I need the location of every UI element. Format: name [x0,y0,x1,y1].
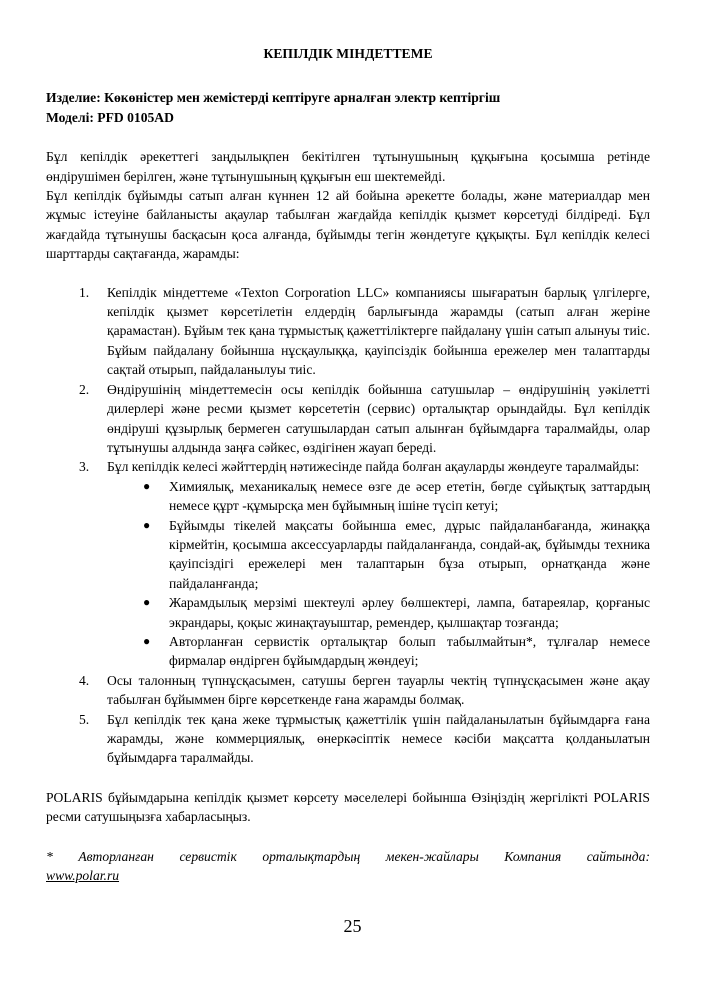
term-item [46,671,650,710]
term-number: 2. [79,381,90,397]
term-number: 4. [79,672,90,688]
product-line: Изделие: Көкөністер мен жемістерді кептіруге арналған электр кептіргіш [46,90,501,106]
term-item [46,283,650,380]
exclusion-text: Жарамдылық мерзімі шектеулі әрлеу бөлшектері, лампа, батареялар, қорғаныс экрандары, қоқыс жинақтауыштар, ремендер, қылшақтар тозғанда; [169,595,650,630]
document-title: КЕПІЛДІК МІНДЕТТЕМЕ [263,46,433,61]
term-item [46,457,650,670]
footnote: * Авторланған сервистік орталықтардың мекен-жайлары Компания сайтында: [46,848,650,864]
website-link[interactable]: www.polar.ru [46,868,120,884]
intro-paragraph: Бұл кепілдік әрекеттегі заңдылықпен бекітілген тұтынушының құқығына қосымша ретінде өндірушімен берілген, және тұтынушының құқығын еш шектемейді. [46,149,650,184]
term-text: Бұл кепілдік тек қана жеке тұрмыстық қажеттілік үшін пайдаланылатын бұйымдарға ғана жарамды, және коммерциялық, өнеркәсіптік немесе кәсіби мақсатта қолданылатын бұйымдарға таралмайды. [107,711,650,766]
page-number: 25 [343,916,362,936]
term-number: 5. [79,711,90,727]
exclusions-list [107,477,650,671]
term-text: Өндірушінің міндеттемесін осы кепілдік бойынша сатушылар – өндірушінің уәкілетті дилерлері және ресми қызмет көрсететін (сервис) орталықтар орындайды. Бұл кепілдік өндіруші құзырлық бермеген сатушылардан сатып алынған бұйымдарға таралмайды, олар тұтынушы алдында заңға сәйкес, өздігінен жауап береді. [107,381,650,455]
contact-section [46,788,650,827]
bullet-icon: ● [143,517,151,532]
intro-section [46,147,650,263]
exclusion-text: Авторланған сервистік орталықтар болып табылмайтын*, тұлғалар немесе фирмалар өндірген бұйымдардың жөндеуі; [169,633,650,669]
bullet-icon: ● [143,595,151,610]
term-text: Кепілдік міндеттеме «Texton Corporation LLC» компаниясы шығаратын барлық үлгілерге, кепілдік қызмет көрсетілетін елдердің барлығында жарамды (сатып алған жеріне қарамастан). Бұйым тек қана тұрмыстық қажеттіліктерге пайдалану үшін сатып алынуы тиіс. Бұйым пайдалану бойынша нұсқаулыққа, қауіпсіздік бойынша ережелер мен талаптарды сақтай отырып, пайдаланылуы тиіс. [107,284,650,378]
term-number: 1. [79,284,90,300]
bullet-icon: ● [143,478,151,493]
exclusion-text: Бұйымды тікелей мақсаты бойынша емес, дұрыс пайдаланбағанда, жинаққа кірмейтін, қосымша аксессуарларды пайдаланғанда, сондай-ақ, бұйымды техника қауіпсіздігі ережелері мен талаптарын бұза отырып, орнатқанда және пайдаланғанда; [169,517,650,591]
term-text: Бұл кепілдік келесі жәйттердің нәтижесінде пайда болған ақауларды жөндеуге таралмайды: [107,459,640,475]
exclusion-item [107,516,650,594]
term-number: 3. [79,459,90,475]
term-text: Осы талонның түпнұсқасымен, сатушы берген тауарлы чектің түпнұсқасымен және ақау табылған бұйыммен бірге көрсеткенде ғана жарамды болмақ. [107,672,650,708]
intro-paragraph: Бұл кепілдік бұйымды сатып алған күннен 12 ай бойына әрекетте болады, және материалдар мен жұмыс істеуіне байланысты ақаулар табылған жағдайда кепілдік қызмет көрсетуді білдіреді. Бұл жағдайда тұтынушы басқасын қоса алғанда, бұйымды тегін жөндетуге құқықты. Бұл кепілдік келесі шарттарды сақтағанда, жарамды: [46,188,650,262]
term-item [46,710,650,768]
contact-text: POLARIS бұйымдарына кепілдік қызмет көрсету мәселелері бойынша Өзіңіздің жергілікті POLARIS ресми сатушыңызға хабарласыңыз. [46,789,650,825]
term-item [46,380,650,458]
exclusion-item [107,632,650,671]
terms-list [46,283,650,768]
bullet-icon: ● [143,633,151,648]
exclusion-item [107,593,650,632]
model-line: Моделі: PFD 0105AD [46,109,174,125]
exclusion-text: Химиялық, механикалық немесе өзге де әсер ететін, бөгде сұйықтық заттардың немесе құрт -құмырсқа мен бұйымның ішіне түсіп кетуі; [169,478,650,514]
exclusion-item [107,477,650,516]
